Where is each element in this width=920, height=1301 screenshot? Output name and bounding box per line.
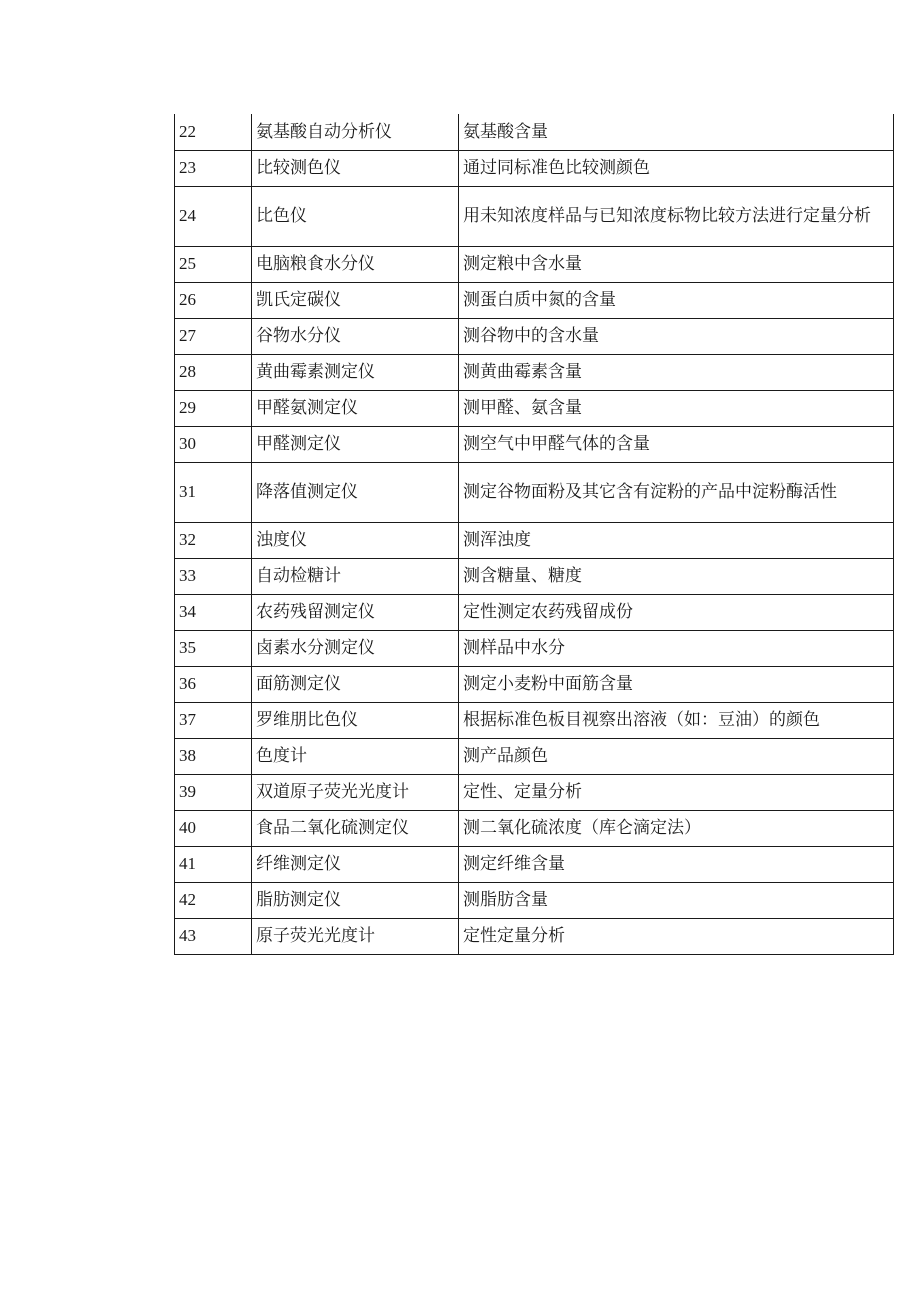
instrument-purpose: 定性定量分析 bbox=[459, 918, 894, 954]
instrument-purpose: 通过同标准色比较测颜色 bbox=[459, 150, 894, 186]
instrument-purpose: 测甲醛、氨含量 bbox=[459, 390, 894, 426]
table-row bbox=[175, 282, 894, 318]
table-row bbox=[175, 462, 894, 522]
instrument-purpose: 定性测定农药残留成份 bbox=[459, 594, 894, 630]
table-row bbox=[175, 702, 894, 738]
instrument-name: 甲醛氨测定仪 bbox=[252, 390, 459, 426]
instrument-name: 原子荧光光度计 bbox=[252, 918, 459, 954]
row-number: 28 bbox=[175, 354, 252, 390]
row-number: 23 bbox=[175, 150, 252, 186]
table-row bbox=[175, 114, 894, 150]
instrument-table-body bbox=[175, 114, 894, 954]
row-number: 25 bbox=[175, 246, 252, 282]
instrument-name: 脂肪测定仪 bbox=[252, 882, 459, 918]
instrument-name: 氨基酸自动分析仪 bbox=[252, 114, 459, 150]
instrument-name: 谷物水分仪 bbox=[252, 318, 459, 354]
row-number: 40 bbox=[175, 810, 252, 846]
instrument-purpose: 测浑浊度 bbox=[459, 522, 894, 558]
table-row bbox=[175, 318, 894, 354]
instrument-name: 凯氏定碳仪 bbox=[252, 282, 459, 318]
instrument-name: 食品二氧化硫测定仪 bbox=[252, 810, 459, 846]
instrument-name: 降落值测定仪 bbox=[252, 462, 459, 522]
instrument-purpose: 测脂肪含量 bbox=[459, 882, 894, 918]
table-row bbox=[175, 918, 894, 954]
row-number: 38 bbox=[175, 738, 252, 774]
table-row bbox=[175, 846, 894, 882]
row-number: 27 bbox=[175, 318, 252, 354]
row-number: 39 bbox=[175, 774, 252, 810]
instrument-name: 罗维朋比色仪 bbox=[252, 702, 459, 738]
table-row bbox=[175, 186, 894, 246]
row-number: 34 bbox=[175, 594, 252, 630]
instrument-purpose: 测定谷物面粉及其它含有淀粉的产品中淀粉酶活性 bbox=[459, 462, 894, 522]
instrument-purpose: 测定粮中含水量 bbox=[459, 246, 894, 282]
instrument-purpose: 测定小麦粉中面筋含量 bbox=[459, 666, 894, 702]
instrument-name: 黄曲霉素测定仪 bbox=[252, 354, 459, 390]
row-number: 41 bbox=[175, 846, 252, 882]
instrument-name: 农药残留测定仪 bbox=[252, 594, 459, 630]
table-row bbox=[175, 354, 894, 390]
instrument-purpose: 测谷物中的含水量 bbox=[459, 318, 894, 354]
row-number: 31 bbox=[175, 462, 252, 522]
instrument-purpose: 测蛋白质中氮的含量 bbox=[459, 282, 894, 318]
row-number: 33 bbox=[175, 558, 252, 594]
instrument-purpose: 测样品中水分 bbox=[459, 630, 894, 666]
instrument-purpose: 测含糖量、糖度 bbox=[459, 558, 894, 594]
table-row bbox=[175, 150, 894, 186]
instrument-purpose: 测定纤维含量 bbox=[459, 846, 894, 882]
table-row bbox=[175, 810, 894, 846]
table-row bbox=[175, 774, 894, 810]
instrument-purpose: 用未知浓度样品与已知浓度标物比较方法进行定量分析 bbox=[459, 186, 894, 246]
row-number: 29 bbox=[175, 390, 252, 426]
instrument-purpose: 定性、定量分析 bbox=[459, 774, 894, 810]
row-number: 26 bbox=[175, 282, 252, 318]
table-row bbox=[175, 426, 894, 462]
row-number: 37 bbox=[175, 702, 252, 738]
table-row bbox=[175, 630, 894, 666]
table-row bbox=[175, 594, 894, 630]
row-number: 32 bbox=[175, 522, 252, 558]
row-number: 43 bbox=[175, 918, 252, 954]
instrument-purpose: 测黄曲霉素含量 bbox=[459, 354, 894, 390]
instrument-name: 面筋测定仪 bbox=[252, 666, 459, 702]
instrument-purpose: 测产品颜色 bbox=[459, 738, 894, 774]
table-row bbox=[175, 558, 894, 594]
instrument-name: 比较测色仪 bbox=[252, 150, 459, 186]
row-number: 30 bbox=[175, 426, 252, 462]
instrument-purpose: 测空气中甲醛气体的含量 bbox=[459, 426, 894, 462]
row-number: 35 bbox=[175, 630, 252, 666]
instrument-name: 浊度仪 bbox=[252, 522, 459, 558]
table-row bbox=[175, 522, 894, 558]
instrument-table bbox=[174, 114, 894, 955]
table-row bbox=[175, 666, 894, 702]
table-row bbox=[175, 390, 894, 426]
instrument-name: 卤素水分测定仪 bbox=[252, 630, 459, 666]
instrument-purpose: 氨基酸含量 bbox=[459, 114, 894, 150]
table-row bbox=[175, 882, 894, 918]
row-number: 22 bbox=[175, 114, 252, 150]
row-number: 36 bbox=[175, 666, 252, 702]
instrument-name: 比色仪 bbox=[252, 186, 459, 246]
row-number: 24 bbox=[175, 186, 252, 246]
instrument-purpose: 测二氧化硫浓度（库仑滴定法） bbox=[459, 810, 894, 846]
instrument-name: 纤维测定仪 bbox=[252, 846, 459, 882]
instrument-name: 自动检糖计 bbox=[252, 558, 459, 594]
instrument-name: 双道原子荧光光度计 bbox=[252, 774, 459, 810]
instrument-purpose: 根据标准色板目视察出溶液（如：豆油）的颜色 bbox=[459, 702, 894, 738]
instrument-name: 色度计 bbox=[252, 738, 459, 774]
instrument-name: 电脑粮食水分仪 bbox=[252, 246, 459, 282]
row-number: 42 bbox=[175, 882, 252, 918]
table-row bbox=[175, 246, 894, 282]
instrument-name: 甲醛测定仪 bbox=[252, 426, 459, 462]
table-row bbox=[175, 738, 894, 774]
